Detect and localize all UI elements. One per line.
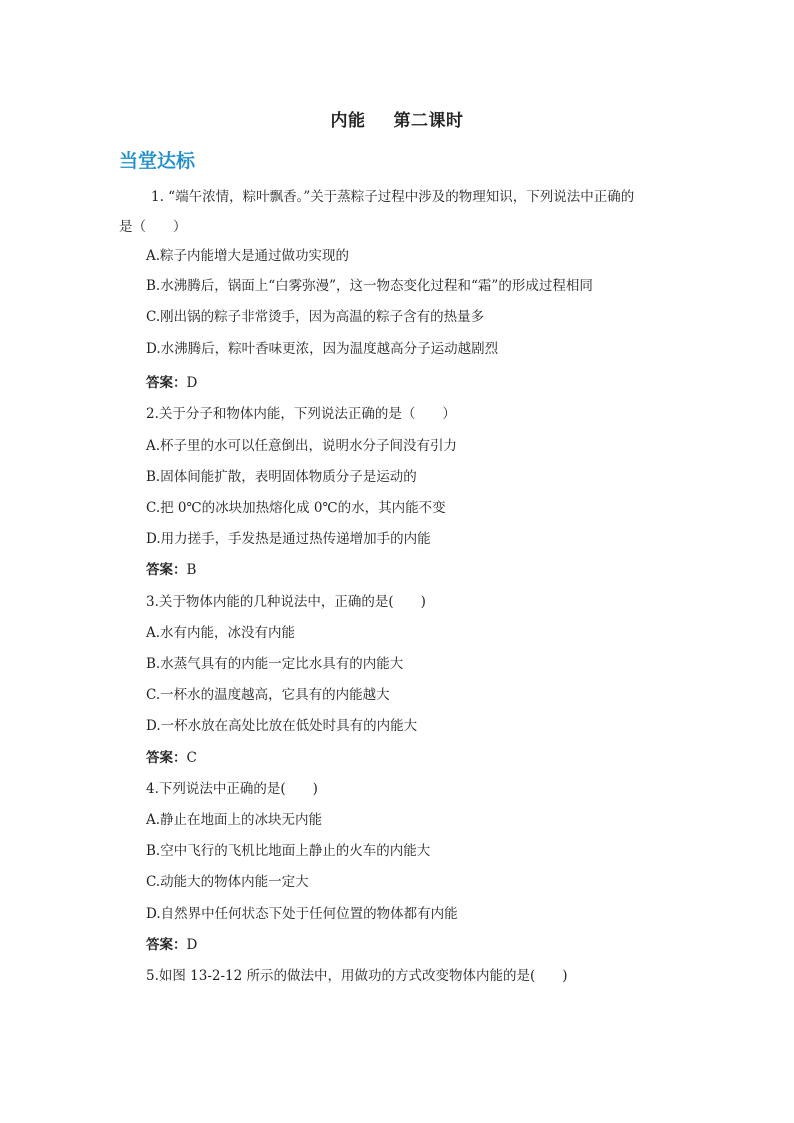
q3-option-a: A.水有内能，冰没有内能: [146, 625, 296, 641]
q1-option-c: C.刚出锅的粽子非常烫手，因为高温的粽子含有的热量多: [146, 309, 485, 325]
q4-option-a: A.静止在地面上的冰块无内能: [146, 812, 323, 828]
q2-option-a: A.杯子里的水可以任意倒出，说明水分子间没有引力: [146, 438, 458, 454]
q1-option-b: B.水沸腾后，锅面上“白雾弥漫”，这一物态变化过程和“霜”的形成过程相同: [146, 278, 593, 294]
q2-answer: [146, 561, 196, 579]
q4-answer-value: D: [186, 937, 198, 953]
q4-stem: 4.下列说法中正确的是( ): [146, 781, 318, 797]
q1-answer: [146, 374, 197, 392]
q3-option-d: D.一杯水放在高处比放在低处时具有的内能大: [146, 718, 418, 734]
q1-answer-value: D: [186, 375, 198, 391]
q2-option-c: C.把 0℃的冰块加热熔化成 0℃的水，其内能不变: [146, 500, 446, 516]
q1-stem-line2: 是（ ）: [119, 219, 187, 235]
q4-answer-label: 答案：: [146, 937, 187, 953]
q2-answer-value: B: [186, 562, 197, 578]
q3-option-c: C.一杯水的温度越高，它具有的内能越大: [146, 687, 390, 703]
q4-option-b: B.空中飞行的飞机比地面上静止的火车的内能大: [146, 843, 431, 859]
q3-option-b: B.水蒸气具有的内能一定比水具有的内能大: [146, 656, 404, 672]
q5-stem: 5.如图 13-2-12 所示的做法中，用做功的方式改变物体内能的是( ): [146, 968, 568, 984]
q4-option-c: C.动能大的物体内能一定大: [146, 874, 309, 890]
section-heading: 当堂达标: [119, 150, 196, 172]
q1-stem-line1: 1. “端午浓情，粽叶飘香。”关于蒸粽子过程中涉及的物理知识，下列说法中正确的: [151, 189, 635, 205]
q2-option-b: B.固体间能扩散，表明固体物质分子是运动的: [146, 469, 417, 485]
q2-stem: 2.关于分子和物体内能，下列说法正确的是（ ）: [146, 406, 456, 422]
q1-option-a: A.粽子内能增大是通过做功实现的: [146, 248, 350, 264]
q2-option-d: D.用力搓手，手发热是通过热传递增加手的内能: [146, 531, 431, 547]
q4-option-d: D.自然界中任何状态下处于任何位置的物体都有内能: [146, 906, 458, 922]
title-left: 内能: [330, 111, 366, 131]
q2-answer-label: 答案：: [146, 562, 187, 578]
q4-answer: [146, 936, 197, 954]
q1-option-d: D.水沸腾后，粽叶香味更浓，因为温度越高分子运动越剧烈: [146, 341, 499, 357]
q3-stem: 3.关于物体内能的几种说法中，正确的是( ): [146, 594, 426, 610]
q1-answer-label: 答案：: [146, 375, 187, 391]
q3-answer: [146, 749, 197, 767]
title-right: 第二课时: [393, 111, 464, 131]
page-title: [0, 106, 794, 131]
q3-answer-label: 答案：: [146, 750, 187, 766]
q3-answer-value: C: [186, 750, 197, 766]
